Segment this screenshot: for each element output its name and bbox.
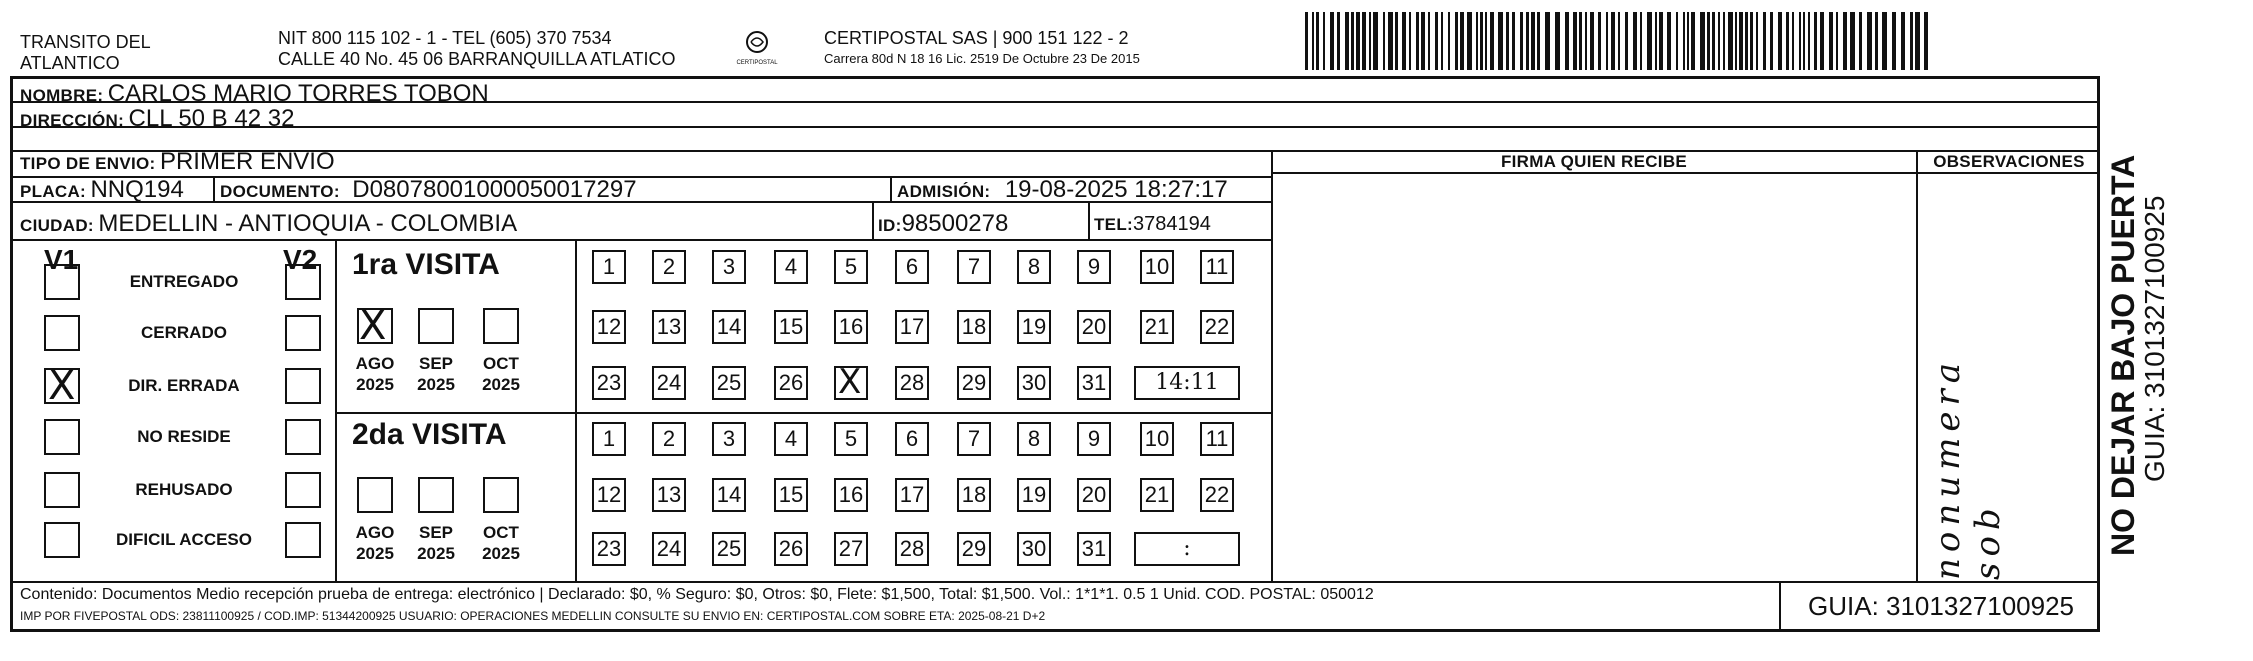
second-visit-day-box[interactable]: 27 <box>834 532 868 566</box>
admision-row <box>897 176 1228 203</box>
v1-checkbox[interactable] <box>44 522 80 558</box>
barcode-bar <box>1803 12 1805 70</box>
first-visit-day-box[interactable]: 7 <box>957 250 991 284</box>
barcode-bar <box>1723 12 1725 70</box>
barcode-bar <box>1647 12 1652 70</box>
second-visit-time-box[interactable]: : <box>1134 532 1240 566</box>
barcode-bar <box>1799 12 1801 70</box>
first-visit-day-box[interactable]: 29 <box>957 366 991 400</box>
first-visit-day-box[interactable]: 21 <box>1140 310 1174 344</box>
divider <box>335 412 1272 414</box>
barcode-bar <box>1728 12 1733 70</box>
v2-checkbox[interactable] <box>285 522 321 558</box>
first-visit-day-box[interactable]: 15 <box>774 310 808 344</box>
month-checkbox[interactable] <box>418 477 454 513</box>
barcode-bar <box>1756 12 1758 70</box>
id-label: ID: <box>878 216 902 235</box>
barcode-bar <box>1910 12 1913 70</box>
first-visit-day-box[interactable]: 20 <box>1077 310 1111 344</box>
handwritten-line2: sob <box>1968 502 2008 580</box>
barcode-bar <box>1707 12 1710 70</box>
divider <box>1088 201 1090 239</box>
tel-value: 3784194 <box>1132 213 1211 235</box>
year-label: 2025 <box>356 544 394 563</box>
id-value: 98500278 <box>901 210 1009 237</box>
barcode-bar <box>1537 12 1540 70</box>
second-visit-day-box[interactable]: 19 <box>1017 478 1051 512</box>
barcode-bar <box>1659 12 1663 70</box>
check-mark-icon: X <box>838 362 862 402</box>
barcode-bar <box>1618 12 1620 70</box>
month-checkbox[interactable] <box>357 477 393 513</box>
status-label: DIR. ERRADA <box>128 376 240 395</box>
first-visit-day-box[interactable]: 17 <box>895 310 929 344</box>
observaciones-label: OBSERVACIONES <box>1933 152 2085 171</box>
second-visit-day-box[interactable]: 20 <box>1077 478 1111 512</box>
barcode-bar <box>1383 12 1385 70</box>
barcode-bar <box>1330 12 1334 70</box>
second-visit-day-box[interactable]: 26 <box>774 532 808 566</box>
barcode-bar <box>1337 12 1340 70</box>
year-label: 2025 <box>417 544 455 563</box>
barcode-bar <box>1460 12 1464 70</box>
barcode-bar <box>1691 12 1695 70</box>
admision-label: ADMISIÓN: <box>897 182 991 201</box>
barcode-bar <box>1421 12 1425 70</box>
firma-label: FIRMA QUIEN RECIBE <box>1500 152 1688 171</box>
second-visit-day-box[interactable]: 8 <box>1017 422 1051 456</box>
barcode-bar <box>1625 12 1628 70</box>
sender-nit: NIT 800 115 102 - 1 - TEL (605) 370 7534 <box>278 28 612 48</box>
v1-checkbox[interactable] <box>44 472 80 508</box>
barcode-bar <box>1455 12 1458 70</box>
first-visit-day-box[interactable]: 30 <box>1017 366 1051 400</box>
divider <box>890 176 892 201</box>
barcode-bar <box>1467 12 1472 70</box>
barcode-bar <box>1786 12 1789 70</box>
barcode-bar <box>1573 12 1577 70</box>
handwritten-line1: nonumera <box>1928 356 1968 580</box>
barcode-bar <box>1416 12 1419 70</box>
first-visit-title: 1ra VISITA <box>352 248 500 281</box>
second-visit-day-box[interactable]: 5 <box>834 422 868 456</box>
second-visit-day-box[interactable]: 3 <box>712 422 746 456</box>
first-visit-day-box[interactable]: 11 <box>1200 250 1234 284</box>
barcode-bar <box>1428 12 1430 70</box>
month-label: SEP <box>418 523 454 542</box>
nombre-label: NOMBRE: <box>20 86 104 105</box>
barcode-bar <box>1606 12 1608 70</box>
first-visit-day-box[interactable]: 10 <box>1140 250 1174 284</box>
barcode-bar <box>1590 12 1594 70</box>
barcode-bar <box>1565 12 1569 70</box>
second-visit-day-box[interactable]: 1 <box>592 422 626 456</box>
second-visit-day-box[interactable]: 13 <box>652 478 686 512</box>
ciudad-label: CIUDAD: <box>20 216 94 235</box>
direccion-row <box>20 105 295 132</box>
status-label: REHUSADO <box>135 480 233 499</box>
documento-row <box>220 176 637 203</box>
barcode-bar <box>1485 12 1487 70</box>
barcode-bar <box>1369 12 1371 70</box>
footer-content: Contenido: Documentos Medio recepción prueba de entrega: electrónico | Declarado: $0, % Seguro: $0, Otros: $0, Flete: $1,500, Total: $1,500. Vol.: 1*1*1. 0.5 1 Unid. COD. POSTAL: 050012 <box>20 586 1374 603</box>
tel-row <box>1094 214 1211 236</box>
divider <box>12 126 2100 128</box>
second-visit-title: 2da VISITA <box>352 418 507 451</box>
barcode-bar <box>1924 12 1928 70</box>
divider <box>1916 150 1918 581</box>
month-checkbox[interactable] <box>483 477 519 513</box>
year-label: 2025 <box>482 375 520 394</box>
barcode <box>1305 12 1935 70</box>
first-visit-day-box[interactable]: 28 <box>895 366 929 400</box>
barcode-bar <box>1476 12 1478 70</box>
first-visit-day-box[interactable]: 14 <box>712 310 746 344</box>
barcode-bar <box>1739 12 1743 70</box>
second-visit-day-box[interactable]: 21 <box>1140 478 1174 512</box>
first-visit-day-box[interactable]: 12 <box>592 310 626 344</box>
barcode-bar <box>1435 12 1438 70</box>
check-mark-icon: X <box>48 363 76 409</box>
handwritten-observation <box>1928 357 2008 580</box>
second-visit-day-box[interactable]: 10 <box>1140 422 1174 456</box>
logo-text: CERTIPOSTAL <box>736 60 778 66</box>
first-visit-day-box[interactable]: 19 <box>1017 310 1051 344</box>
nombre-value: CARLOS MARIO TORRES TOBON <box>107 80 489 107</box>
barcode-bar <box>1770 12 1773 70</box>
barcode-bar <box>1676 12 1678 70</box>
sender-info <box>278 28 676 70</box>
second-visit-day-box[interactable]: 31 <box>1077 532 1111 566</box>
second-visit-day-box[interactable]: 4 <box>774 422 808 456</box>
barcode-bar <box>1820 12 1824 70</box>
first-visit-day-box[interactable]: 24 <box>652 366 686 400</box>
first-visit-time-box[interactable]: 14:11 <box>1134 366 1240 400</box>
documento-label: DOCUMENTO: <box>220 182 340 201</box>
tel-label: TEL: <box>1094 215 1133 234</box>
barcode-bar <box>1512 12 1515 70</box>
admision-value: 19-08-2025 18:27:17 <box>1004 176 1228 203</box>
second-visit-day-box[interactable]: 29 <box>957 532 991 566</box>
barcode-bar <box>1814 12 1817 70</box>
barcode-bar <box>1836 12 1838 70</box>
barcode-bar <box>1448 12 1450 70</box>
v2-checkbox[interactable] <box>285 315 321 351</box>
sender-address: CALLE 40 No. 45 06 BARRANQUILLA ATLATICO <box>278 49 676 69</box>
barcode-bar <box>1585 12 1587 70</box>
barcode-bar <box>1611 12 1615 70</box>
ciudad-row <box>20 210 518 237</box>
barcode-bar <box>1718 12 1720 70</box>
first-visit-day-box[interactable]: 1 <box>592 250 626 284</box>
barcode-bar <box>1598 12 1601 70</box>
documento-value: D080780010000500172​97 <box>352 176 637 203</box>
barcode-bar <box>1735 12 1737 70</box>
month-label: AGO <box>355 354 395 373</box>
logo-icon <box>742 30 772 54</box>
barcode-bar <box>1409 12 1411 70</box>
barcode-bar <box>1867 12 1872 70</box>
barcode-bar <box>1323 12 1325 70</box>
barcode-bar <box>1633 12 1637 70</box>
barcode-bar <box>1545 12 1550 70</box>
second-visit-day-box[interactable]: 16 <box>834 478 868 512</box>
first-visit-day-box[interactable]: 22 <box>1200 310 1234 344</box>
barcode-bar <box>1882 12 1887 70</box>
status-label: CERRADO <box>141 323 227 342</box>
tipo-envio-label: TIPO DE ENVIO: <box>20 154 156 173</box>
barcode-bar <box>1490 12 1494 70</box>
check-mark-icon: X <box>359 303 387 349</box>
second-visit-day-box[interactable]: 11 <box>1200 422 1234 456</box>
barcode-bar <box>1843 12 1847 70</box>
footer-guia: GUIA: 3101327100925 <box>1808 591 2074 621</box>
sender-org-line1: TRANSITO DEL <box>20 32 151 52</box>
direccion-value: CLL 50 B 42 32 <box>128 105 295 132</box>
direccion-label: DIRECCIÓN: <box>20 111 125 130</box>
status-label: ENTREGADO <box>129 272 239 291</box>
v2-heading: V2 <box>283 244 318 275</box>
first-visit-day-box[interactable]: 6 <box>895 250 929 284</box>
year-label: 2025 <box>356 375 394 394</box>
sender-org-line2: ATLANTICO <box>20 53 120 73</box>
barcode-bar <box>1555 12 1560 70</box>
barcode-bar <box>1792 12 1794 70</box>
divider <box>1779 581 1781 632</box>
v2-checkbox[interactable] <box>285 419 321 455</box>
month-label: AGO <box>355 523 395 542</box>
v1-checkbox[interactable] <box>44 264 80 300</box>
barcode-bar <box>1700 12 1705 70</box>
v1-heading: V1 <box>44 244 79 275</box>
divider <box>213 176 215 201</box>
first-visit-day-box[interactable]: 23 <box>592 366 626 400</box>
first-visit-day-box[interactable]: 4 <box>774 250 808 284</box>
second-visit-day-box[interactable]: 6 <box>895 422 929 456</box>
divider <box>12 239 1272 241</box>
second-visit-day-box[interactable]: 7 <box>957 422 991 456</box>
first-visit-day-box[interactable]: 26 <box>774 366 808 400</box>
month-checkbox[interactable] <box>418 308 454 344</box>
v2-checkbox[interactable] <box>285 264 321 300</box>
barcode-bar <box>1808 12 1810 70</box>
first-visit-day-box[interactable]: 5 <box>834 250 868 284</box>
divider <box>1272 172 2100 174</box>
second-visit-day-box[interactable]: 9 <box>1077 422 1111 456</box>
status-label: DIFICIL ACCESO <box>115 530 252 549</box>
barcode-bar <box>1892 12 1896 70</box>
certipostal-logo <box>730 30 784 70</box>
barcode-graphic <box>1305 12 1935 70</box>
barcode-bar <box>1655 12 1657 70</box>
barcode-bar <box>1683 12 1685 70</box>
first-visit-day-box[interactable]: 8 <box>1017 250 1051 284</box>
tipo-envio-value: PRIMER ENVIO <box>159 148 335 175</box>
barcode-bar <box>1901 12 1905 70</box>
second-visit-day-box[interactable]: 25 <box>712 532 746 566</box>
carrier-address: Carrera 80d N 18 16 Lic. 2519 De Octubre 23 De 2015 <box>824 51 1140 66</box>
second-visit-day-box[interactable]: 15 <box>774 478 808 512</box>
v1-checkbox[interactable] <box>44 315 80 351</box>
no-dejar-text: NO DEJAR BAJO PUERTA <box>2105 154 2141 556</box>
placa-value: NNQ194 <box>90 176 184 203</box>
first-visit-day-box[interactable]: 13 <box>652 310 686 344</box>
barcode-bar <box>1441 12 1443 70</box>
year-label: 2025 <box>482 544 520 563</box>
barcode-bar <box>1859 12 1862 70</box>
barcode-bar <box>1356 12 1360 70</box>
second-visit-day-box[interactable]: 23 <box>592 532 626 566</box>
month-label: SEP <box>418 354 454 373</box>
first-visit-day-box[interactable]: 31 <box>1077 366 1111 400</box>
divider <box>335 239 337 581</box>
barcode-bar <box>1312 12 1314 70</box>
first-visit-day-box[interactable]: 16 <box>834 310 868 344</box>
second-visit-day-box[interactable]: 18 <box>957 478 991 512</box>
barcode-bar <box>1373 12 1378 70</box>
v2-checkbox[interactable] <box>285 368 321 404</box>
divider <box>1271 150 1273 581</box>
barcode-bar <box>1506 12 1509 70</box>
second-visit-day-box[interactable]: 12 <box>592 478 626 512</box>
barcode-bar <box>1388 12 1393 70</box>
divider <box>575 239 577 581</box>
barcode-bar <box>1498 12 1503 70</box>
second-visit-day-box[interactable]: 28 <box>895 532 929 566</box>
barcode-bar <box>1875 12 1878 70</box>
divider <box>12 581 2100 583</box>
barcode-bar <box>1526 12 1529 70</box>
first-visit-day-box[interactable]: 9 <box>1077 250 1111 284</box>
month-checkbox[interactable] <box>483 308 519 344</box>
barcode-bar <box>1829 12 1833 70</box>
tipo-envio-row <box>20 148 335 175</box>
barcode-bar <box>1520 12 1523 70</box>
side-guia-text: GUIA: 3101327100925 <box>2139 195 2170 482</box>
barcode-bar <box>1687 12 1689 70</box>
second-visit-day-box[interactable]: 22 <box>1200 478 1234 512</box>
barcode-bar <box>1778 12 1782 70</box>
barcode-bar <box>1531 12 1535 70</box>
status-label: NO RESIDE <box>137 427 231 446</box>
second-visit-day-box[interactable]: 24 <box>652 532 686 566</box>
divider <box>872 201 874 239</box>
barcode-bar <box>1351 12 1354 70</box>
barcode-bar <box>1750 12 1753 70</box>
barcode-bar <box>1395 12 1398 70</box>
barcode-bar <box>1362 12 1366 70</box>
id-row <box>878 210 1009 237</box>
carrier-info <box>824 28 1140 68</box>
sender-org <box>20 32 151 74</box>
barcode-bar <box>1763 12 1766 70</box>
month-label: OCT <box>483 523 519 542</box>
barcode-bar <box>1915 12 1920 70</box>
first-visit-day-box[interactable]: 25 <box>712 366 746 400</box>
first-visit-day-box[interactable]: 18 <box>957 310 991 344</box>
barcode-bar <box>1850 12 1855 70</box>
barcode-bar <box>1579 12 1582 70</box>
side-notice <box>2106 155 2170 556</box>
placa-label: PLACA: <box>20 182 87 201</box>
nombre-row <box>20 80 489 107</box>
first-visit-day-box[interactable]: 3 <box>712 250 746 284</box>
v2-checkbox[interactable] <box>285 472 321 508</box>
year-label: 2025 <box>417 375 455 394</box>
first-visit-day-box[interactable]: 2 <box>652 250 686 284</box>
second-visit-day-box[interactable]: 30 <box>1017 532 1051 566</box>
barcode-bar <box>1480 12 1483 70</box>
month-label: OCT <box>483 354 519 373</box>
footer-print-info: IMP POR FIVEPOSTAL ODS: 23811100925 / COD.IMP: 51344200925 USUARIO: OPERACIONES MEDELLIN CONSULTE SU ENVIO EN: CERTIPOSTAL.COM SOBRE ETA: 2025-08-21 D+2 <box>20 609 1046 623</box>
v1-checkbox[interactable] <box>44 419 80 455</box>
second-visit-day-box[interactable]: 17 <box>895 478 929 512</box>
barcode-bar <box>1667 12 1671 70</box>
ciudad-value: MEDELLIN - ANTIOQUIA - COLOMBIA <box>98 210 518 237</box>
barcode-bar <box>1316 12 1319 70</box>
barcode-bar <box>1345 12 1349 70</box>
barcode-bar <box>1745 12 1748 70</box>
barcode-bar <box>1305 12 1308 70</box>
placa-row <box>20 176 184 203</box>
second-visit-day-box[interactable]: 14 <box>712 478 746 512</box>
barcode-bar <box>1712 12 1715 70</box>
barcode-bar <box>1402 12 1406 70</box>
barcode-bar <box>1640 12 1642 70</box>
second-visit-day-box[interactable]: 2 <box>652 422 686 456</box>
carrier-name: CERTIPOSTAL SAS | 900 151 122 - 2 <box>824 28 1129 48</box>
